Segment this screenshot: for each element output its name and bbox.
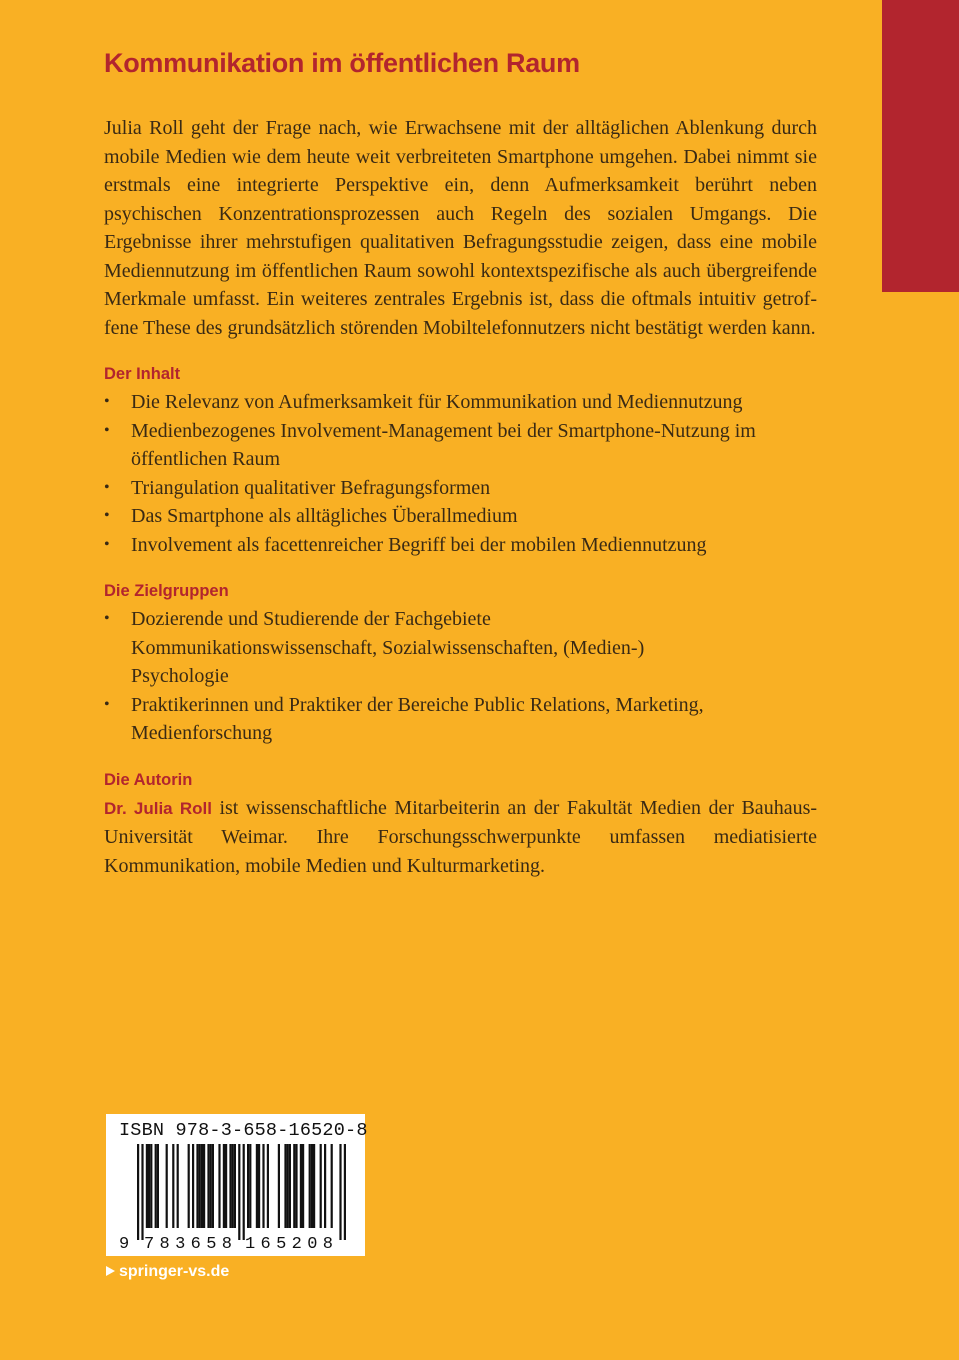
play-arrow-icon (106, 1266, 115, 1276)
list-item: • Die Relevanz von Aufmerksamkeit für Kommunikation und Mediennutzung (104, 388, 817, 417)
list-item: • Involvement als facettenreicher Begriff bei der mobilen Mediennutzung (104, 531, 817, 560)
list-item: • Medienbezogenes Involvement-Management bei der Smartphone-Nutzung im öffentlichen Raum (104, 417, 817, 474)
barcode-bar (309, 1144, 311, 1228)
barcode-bar (324, 1144, 326, 1228)
red-accent-tab (882, 0, 959, 292)
barcode-bar (166, 1144, 168, 1228)
barcode-bar (267, 1144, 269, 1228)
barcode-bar (196, 1144, 198, 1228)
barcode-bar (320, 1144, 322, 1228)
back-cover-text (104, 42, 817, 880)
list-item: • Triangulation qualitativer Befragungsformen (104, 474, 817, 503)
bullet-icon: • (104, 695, 110, 713)
barcode-bar (188, 1144, 190, 1228)
barcode-bar (284, 1144, 286, 1228)
barcode-bar (201, 1144, 203, 1228)
barcode-bar (262, 1144, 264, 1228)
barcode-bar (287, 1144, 289, 1228)
barcode-bar (339, 1144, 341, 1240)
bullet-icon: • (104, 421, 110, 439)
barcode-bar (256, 1144, 258, 1228)
barcode-bar (278, 1144, 280, 1228)
barcode-bar (344, 1144, 346, 1240)
barcode-bar (155, 1144, 157, 1228)
barcode-bar (258, 1144, 260, 1228)
barcode-bar (137, 1144, 139, 1240)
bullet-icon: • (104, 507, 110, 524)
barcode-bar (212, 1144, 214, 1228)
barcode-bar (311, 1144, 313, 1228)
barcode-bar (238, 1144, 240, 1240)
bullet-icon: • (104, 610, 110, 627)
barcode-bar (234, 1144, 236, 1228)
barcode-bar (210, 1144, 212, 1228)
bullet-icon: • (104, 535, 110, 553)
barcode-bar (293, 1144, 295, 1228)
list-item: • Praktikerinnen und Praktiker der Bereiche Public Relations, Marketing, Medienforschung (104, 691, 711, 748)
barcode-bar (225, 1144, 227, 1228)
section-heading-zielgruppen: Die Zielgruppen (104, 582, 229, 600)
barcode-bar (177, 1144, 179, 1228)
list-item: • Das Smartphone als alltägliches Überallmedium (104, 502, 817, 531)
publisher-link[interactable]: springer-vs.de (106, 1263, 229, 1281)
barcode-digit-first: 9 (119, 1235, 130, 1254)
book-title: Kommunikation im öffentlichen Raum (104, 48, 580, 78)
barcode-bars (106, 1114, 365, 1256)
bullet-icon: • (104, 478, 110, 496)
isbn-label: ISBN 978-3-658-16520-8 (119, 1120, 368, 1141)
isbn-barcode (106, 1114, 368, 1256)
barcode-bar (229, 1144, 231, 1228)
bullet-icon: • (104, 393, 110, 410)
barcode-bar (218, 1144, 220, 1228)
section-heading-inhalt: Der Inhalt (104, 365, 181, 383)
barcode-bar (141, 1144, 143, 1240)
inhalt-list (104, 388, 817, 559)
barcode-bar (207, 1144, 209, 1228)
barcode-bar (192, 1144, 194, 1228)
barcode-digits-right: 165208 (245, 1235, 333, 1254)
intro-paragraph: Julia Roll geht der Frage nach, wie Erwachsene mit der alltäglichen Ablenkung durch mobile Medien wie dem heute weit verbreiteten Smartphone umgehen. Dabei nimmt sie erstmals eine integrierte Perspektive ein, denn Aufmerksamkeit berührt neben psychischen Konzentrationsprozessen auch Regeln des sozialen Umgangs. Die Ergebnisse ihrer mehrstufigen qualitativen Befragungsstudie zeigen, dass eine mobile Mediennutzung im öffentlichen Raum sowohl kontextspezifische als auch übergreifende Merkmale umfasst. Ein weiteres zentrales Ergebnis ist, dass die oftmals intuitiv getroffene These des grundsätzlich störenden Mobiltelefonnutzers nicht bestätigt werden kann. (104, 117, 817, 339)
barcode-bar (249, 1144, 251, 1228)
author-name: Dr. Julia Roll (104, 798, 212, 818)
barcode-bar (295, 1144, 297, 1228)
barcode-bar (146, 1144, 148, 1228)
barcode-bar (148, 1144, 150, 1228)
barcode-bar (289, 1144, 291, 1228)
barcode-bar (247, 1144, 249, 1228)
barcode-bar (150, 1144, 152, 1228)
barcode-bar (313, 1144, 315, 1228)
barcode-digits-left: 783658 (144, 1235, 232, 1254)
barcode-bar (223, 1144, 225, 1228)
barcode-bar (300, 1144, 302, 1228)
author-bio: ist wissenschaftliche Mitarbeiterin an der Fakultät Medien der Bauhaus-Universität Weimar. Ihre Forschungsschwerpunkte umfassen mediatisierte Kommunikation, mobile Medien und Kulturmarketing. (104, 796, 818, 877)
barcode-bar (232, 1144, 234, 1228)
barcode-bar (302, 1144, 304, 1228)
barcode-bar (199, 1144, 201, 1228)
barcode-bar (243, 1144, 245, 1240)
barcode-bar (331, 1144, 333, 1228)
barcode-bar (203, 1144, 205, 1228)
list-item: • Dozierende und Studierende der Fachgebiete Kommunikationswissenschaft, Sozialwissenschaften, (Medien-) Psychologie (104, 605, 661, 691)
author-paragraph (104, 794, 817, 881)
zielgruppen-list (104, 605, 817, 748)
barcode-bar (172, 1144, 174, 1228)
barcode-bar (157, 1144, 159, 1228)
section-heading-autorin: Die Autorin (104, 770, 193, 789)
